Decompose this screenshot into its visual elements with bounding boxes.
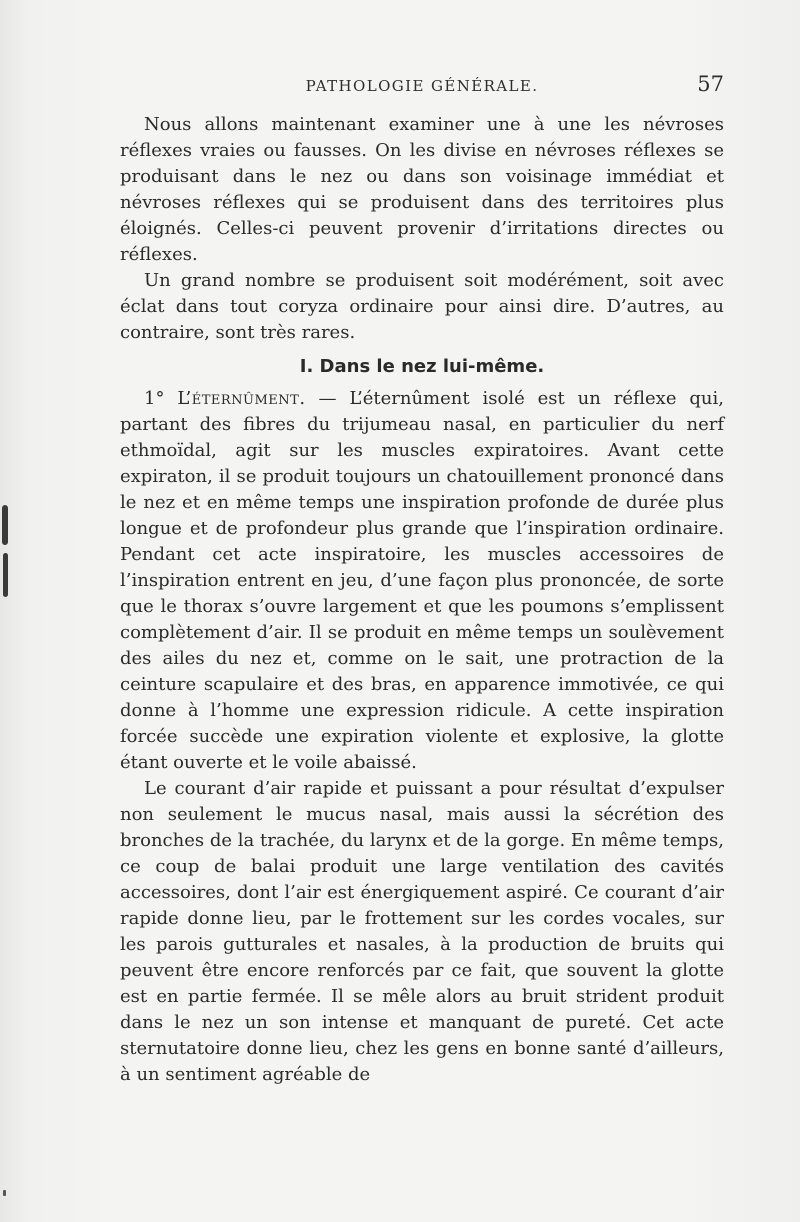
paragraph-3 <box>120 386 724 776</box>
paragraph-4: Le courant d’air rapide et puissant a pour résultat d’expulser non seulement le mucus nasal, mais aussi la sécrétion des bronches de la trachée, du larynx et de la gorge. En même temps, ce coup de balai produit une large ventilation des cavités accessoires, dont l’air est énergiquement aspiré. Ce courant d’air rapide donne lieu, par le frottement sur les cordes vocales, sur les parois gutturales et nasales, à la production de bruits qui peuvent être encore renforcés par ce fait, que souvent la glotte est en partie fermée. Il se mêle alors au bruit strident produit dans le nez un son intense et manquant de pureté. Cet acte sternutatoire donne lieu, chez les gens en bonne santé d’ailleurs, à un sentiment agréable de <box>120 778 724 1085</box>
binding-mark-lower <box>3 553 8 597</box>
paragraph-3-term: L’éternûment. <box>177 388 306 409</box>
paragraph-1: Nous allons maintenant examiner une à une les névroses réflexes vraies ou fausses. On les divise en névroses réflexes se produisant dans le nez ou dans son voisinage immédiat et névroses réflexes qui se produisent dans des territoires plus éloignés. Celles-ci peuvent provenir d’irritations directes ou réflexes. <box>120 114 724 265</box>
binding-edge-mark <box>0 505 12 600</box>
section-heading: I. Dans le nez lui-même. <box>299 356 545 377</box>
paragraph-3-text: — L’éternûment isolé est un réflexe qui, partant des fibres du trijumeau nasal, en particulier du nerf ethmoïdal, agit sur les muscles expiratoires. Avant cette expiraton, il se produit toujours un chatouillement prononcé dans le nez et en même temps une inspiration profonde de durée plus longue et de profondeur plus grande que l’inspiration ordinaire. Pendant cet acte inspiratoire, les muscles accessoires de l’inspiration entrent en jeu, d’une façon plus prononcée, de sorte que le thorax s’ouvre largement et que les poumons s’emplissent complètement d’air. Il se produit en même temps un soulèvement des ailes du nez et, comme on le sait, une protraction de la ceinture scapulaire et des bras, en apparence immotivée, ce qui donne à l’homme une expression ridicule. A cette inspiration forcée succède une expiration violente et explosive, la glotte étant ouverte et le voile abaissé. <box>120 388 724 773</box>
body-text <box>120 112 724 1088</box>
page-number: 57 <box>697 72 724 96</box>
print-speck <box>3 1190 6 1196</box>
running-title: PATHOLOGIE GÉNÉRALE. <box>305 77 539 95</box>
binding-mark-upper <box>2 505 8 545</box>
paragraph-3-number: 1° <box>144 388 165 409</box>
page-header <box>120 72 724 102</box>
paragraph-2: Un grand nombre se produisent soit modérément, soit avec éclat dans tout coryza ordinaire pour ainsi dire. D’autres, au contraire, sont très rares. <box>120 270 724 343</box>
